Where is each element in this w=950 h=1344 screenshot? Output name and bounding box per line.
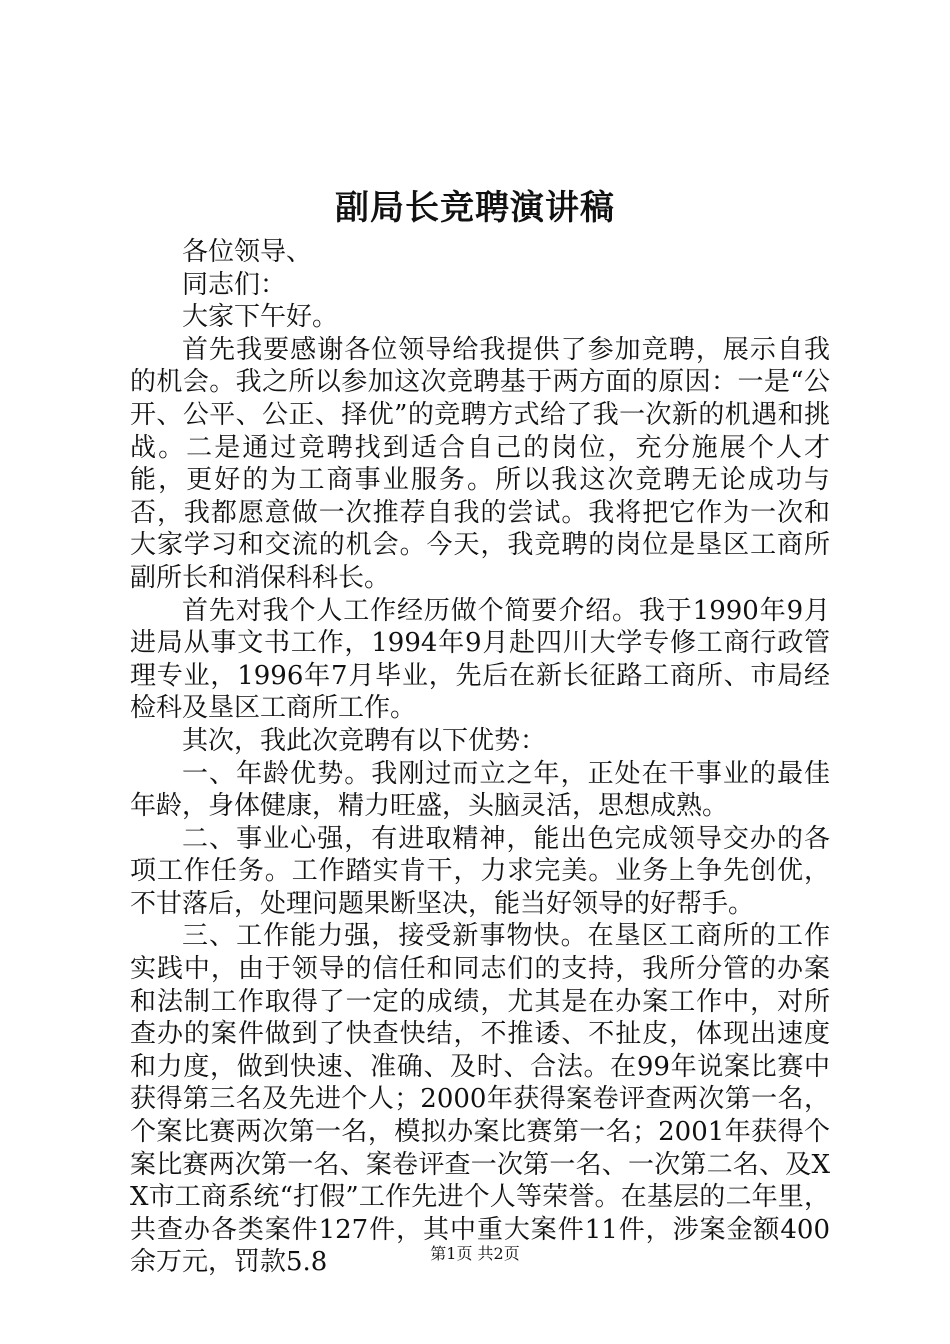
paragraph-advantage-age: 一、年龄优势。我刚过而立之年，正处在干事业的最佳年龄，身体健康，精力旺盛，头脑灵活，思想成熟。	[130, 758, 830, 822]
paragraph-advantages-heading: 其次，我此次竞聘有以下优势：	[182, 725, 547, 756]
paragraph-advantage-ability: 三、工作能力强，接受新事物快。在垦区工商所的工作实践中，由于领导的信任和同志们的支持，我所分管的办案和法制工作取得了一定的成绩，尤其是在办案工作中，对所查办的案件做到了快查快结，不推诿、不扯皮，体现出速度和力度，做到快速、准确、及时、合法。在99年说案比赛中获得第三名及先进个人；2000年获得案卷评查两次第一名，个案比赛两次第一名，模拟办案比赛第一名；2001年获得个案比赛两次第一名、案卷评查一次第一名、一次第二名、及XX市工商系统“打假”工作先进个人等荣誉。在基层的二年里，共查办各类案件127件，其中重大案件11件，涉案金额400余万元，罚款5.8	[130, 921, 830, 1278]
page-footer: 第1页 共2页	[430, 1244, 520, 1263]
document-body	[130, 236, 830, 1279]
greeting: 大家下午好。	[182, 302, 339, 333]
paragraph-experience: 首先对我个人工作经历做个简要介绍。我于1990年9月进局从事文书工作，1994年9月赴四川大学专修工商行政管理专业，1996年7月毕业，先后在新长征路工商所、市局经检科及垦区工商所工作。	[130, 595, 830, 724]
salutation-comrades: 同志们：	[182, 269, 287, 300]
salutation-leaders: 各位领导、	[182, 237, 313, 267]
paragraph-advantage-dedication: 二、事业心强，有进取精神，能出色完成领导交办的各项工作任务。工作踏实肯干，力求完美。业务上争先创优，不甘落后，处理问题果断坚决，能当好领导的好帮手。	[130, 823, 830, 919]
paragraph-intro: 首先我要感谢各位领导给我提供了参加竞聘，展示自我的机会。我之所以参加这次竞聘基于两方面的原因：一是“公开、公平、公正、择优”的竞聘方式给了我一次新的机遇和挑战。二是通过竞聘找到适合自己的岗位，充分施展个人才能，更好的为工商事业服务。所以我这次竞聘无论成功与否，我都愿意做一次推荐自我的尝试。我将把它作为一次和大家学习和交流的机会。今天，我竞聘的岗位是垦区工商所副所长和消保科科长。	[130, 334, 830, 593]
document-title: 副局长竞聘演讲稿	[335, 188, 615, 228]
